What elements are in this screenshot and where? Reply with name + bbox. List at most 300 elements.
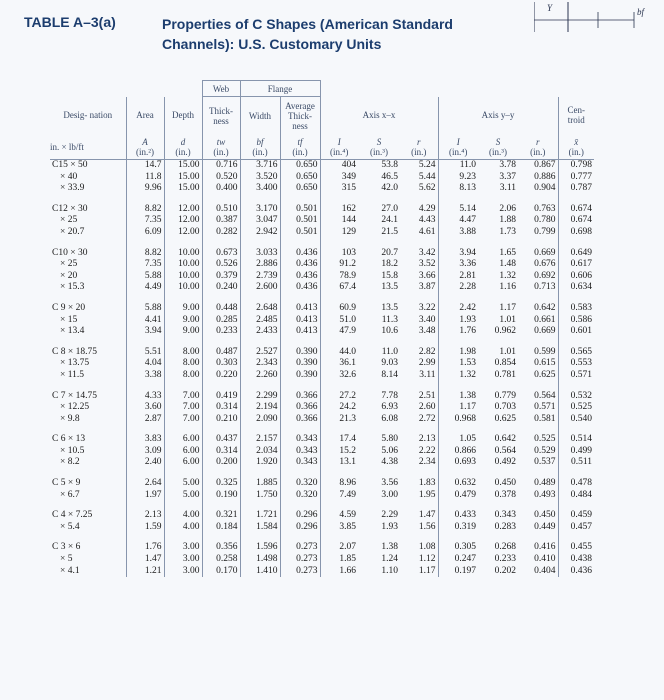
channel-diagram-icon <box>534 2 654 32</box>
value-cell: 9.96 <box>126 183 164 195</box>
value-cell: 1.38 <box>438 391 478 403</box>
value-cell: 1.73 <box>499 226 516 237</box>
value-cell: 0.343 <box>494 510 516 521</box>
value-cell: 0.780 <box>534 215 556 226</box>
value-cell: 0.436 <box>280 271 320 283</box>
value-cell: 0.514 <box>558 434 594 446</box>
value-cell: 13.1 <box>320 457 358 469</box>
value-cell: 0.625 <box>534 369 556 380</box>
value-cell: 4.00 <box>164 522 202 534</box>
value-cell: 5.80 <box>381 434 398 445</box>
designation-cell: × 40 <box>60 171 78 182</box>
designation-cell: × 15 <box>60 314 78 325</box>
value-cell: 1.584 <box>240 522 280 534</box>
value-cell: 6.00 <box>164 434 202 446</box>
value-cell: 0.532 <box>558 391 594 403</box>
flange-header: Flange <box>240 81 320 97</box>
value-cell: 5.88 <box>126 303 164 315</box>
value-cell: 0.449 <box>534 521 556 532</box>
value-cell: 0.692 <box>534 270 556 281</box>
value-cell: 0.571 <box>558 370 594 382</box>
value-cell: 36.1 <box>320 358 358 370</box>
value-cell: 1.08 <box>418 542 436 553</box>
value-cell: 2.28 <box>438 282 478 294</box>
value-cell: 0.649 <box>558 248 594 260</box>
value-cell: 0.583 <box>558 303 594 315</box>
designation-cell: C15 × 50 <box>52 160 88 170</box>
value-cell: 0.450 <box>494 478 516 489</box>
value-cell: 8.00 <box>164 370 202 382</box>
value-cell: 0.487 <box>202 347 240 359</box>
value-cell: 15.8 <box>381 270 398 281</box>
value-cell: 0.202 <box>494 565 516 576</box>
table-row <box>50 315 594 327</box>
table-number: TABLE A–3(a) <box>24 14 116 30</box>
group-spacer <box>50 501 594 510</box>
table-row <box>50 282 594 294</box>
value-cell: 11.0 <box>438 160 478 172</box>
ry-unit: r (in.) <box>518 134 558 160</box>
value-cell: 1.21 <box>126 566 164 578</box>
value-cell: 0.343 <box>280 457 320 469</box>
value-cell: 0.413 <box>280 315 320 327</box>
value-cell: 0.419 <box>202 391 240 403</box>
centroid-header: Cen- troid <box>558 97 594 135</box>
value-cell: 0.410 <box>534 554 556 565</box>
value-cell: 2.13 <box>126 510 164 522</box>
value-cell: 4.04 <box>126 358 164 370</box>
value-cell: 3.48 <box>418 326 436 337</box>
value-cell: 4.59 <box>320 510 358 522</box>
value-cell: 3.11 <box>499 183 516 194</box>
value-cell: 0.625 <box>494 413 516 424</box>
value-cell: 1.17 <box>438 402 478 414</box>
value-cell: 0.713 <box>534 282 556 293</box>
value-cell: 0.240 <box>202 282 240 294</box>
value-cell: 2.343 <box>240 358 280 370</box>
value-cell: 2.87 <box>126 414 164 426</box>
value-cell: 3.60 <box>126 402 164 414</box>
value-cell: 60.9 <box>320 303 358 315</box>
value-cell: 0.433 <box>438 510 478 522</box>
web-thickness-header: Thick- ness <box>202 97 240 135</box>
value-cell: 3.85 <box>320 522 358 534</box>
value-cell: 2.433 <box>240 326 280 338</box>
value-cell: 0.268 <box>494 542 516 553</box>
value-cell: 0.378 <box>494 489 516 500</box>
value-cell: 5.24 <box>418 160 436 170</box>
value-cell: 2.942 <box>240 227 280 239</box>
flange-width-header: Width <box>240 97 280 135</box>
designation-cell: × 8.2 <box>60 457 80 468</box>
table-row <box>50 457 594 469</box>
designation-cell: × 5 <box>60 554 73 565</box>
value-cell: 6.09 <box>126 227 164 239</box>
value-cell: 47.9 <box>320 326 358 338</box>
value-cell: 2.13 <box>418 434 436 445</box>
area-unit: A (in.²) <box>126 134 164 160</box>
table-row <box>50 414 594 426</box>
value-cell: 0.170 <box>202 566 240 578</box>
value-cell: 3.36 <box>438 259 478 271</box>
value-cell: 2.42 <box>438 303 478 315</box>
value-cell: 315 <box>320 183 358 195</box>
value-cell: 0.233 <box>494 554 516 565</box>
value-cell: 10.00 <box>164 282 202 294</box>
value-cell: 2.527 <box>240 347 280 359</box>
value-cell: 0.540 <box>558 414 594 426</box>
value-cell: 4.47 <box>438 215 478 227</box>
value-cell: 0.450 <box>534 510 556 521</box>
value-cell: 0.799 <box>534 226 556 237</box>
value-cell: 0.413 <box>280 303 320 315</box>
value-cell: 0.296 <box>280 522 320 534</box>
value-cell: 5.14 <box>438 204 478 216</box>
value-cell: 2.82 <box>418 346 436 357</box>
value-cell: 1.24 <box>381 554 398 565</box>
value-cell: 1.885 <box>240 478 280 490</box>
value-cell: 8.82 <box>126 248 164 260</box>
value-cell: 0.493 <box>534 489 556 500</box>
value-cell: 0.379 <box>202 271 240 283</box>
designation-cell: C 6 × 13 <box>52 434 86 445</box>
value-cell: 3.83 <box>126 434 164 446</box>
value-cell: 6.00 <box>164 457 202 469</box>
value-cell: 0.525 <box>534 434 556 445</box>
y-axis-label: Y <box>547 3 553 13</box>
value-cell: 103 <box>320 248 358 260</box>
value-cell: 67.4 <box>320 282 358 294</box>
table-row <box>50 522 594 534</box>
value-cell: 3.00 <box>164 566 202 578</box>
value-cell: 1.410 <box>240 566 280 578</box>
value-cell: 349 <box>320 172 358 184</box>
value-cell: 2.40 <box>126 457 164 469</box>
table-row <box>50 215 594 227</box>
value-cell: 2.34 <box>418 457 436 468</box>
group-spacer <box>50 195 594 204</box>
value-cell: 0.866 <box>438 446 478 458</box>
value-cell: 4.29 <box>418 203 436 214</box>
value-cell: 0.492 <box>494 457 516 468</box>
flange-avg-thickness-header: Average Thick- ness <box>280 97 320 135</box>
value-cell: 0.282 <box>202 227 240 239</box>
value-cell: 0.190 <box>202 490 240 502</box>
value-cell: 0.303 <box>202 358 240 370</box>
value-cell: 0.501 <box>280 227 320 239</box>
value-cell: 20.7 <box>381 247 398 258</box>
group-spacer <box>50 469 594 478</box>
value-cell: 9.00 <box>164 303 202 315</box>
value-cell: 4.43 <box>418 215 436 226</box>
value-cell: 0.564 <box>534 390 556 401</box>
table-row <box>50 446 594 458</box>
value-cell: 0.586 <box>558 315 594 327</box>
value-cell: 4.41 <box>126 315 164 327</box>
value-cell: 0.673 <box>202 248 240 260</box>
value-cell: 12.00 <box>164 227 202 239</box>
value-cell: 0.501 <box>280 204 320 216</box>
value-cell: 3.11 <box>419 369 436 380</box>
value-cell: 12.00 <box>164 215 202 227</box>
designation-cell: C 9 × 20 <box>52 302 86 313</box>
value-cell: 0.366 <box>280 391 320 403</box>
value-cell: 17.4 <box>320 434 358 446</box>
value-cell: 0.661 <box>534 314 556 325</box>
table-row <box>50 259 594 271</box>
value-cell: 3.66 <box>418 270 436 281</box>
depth-unit: d (in.) <box>164 134 202 160</box>
value-cell: 3.00 <box>164 554 202 566</box>
table-body <box>50 160 594 578</box>
value-cell: 10.00 <box>164 271 202 283</box>
value-cell: 3.37 <box>499 171 516 182</box>
value-cell: 2.648 <box>240 303 280 315</box>
value-cell: 2.485 <box>240 315 280 327</box>
value-cell: 15.00 <box>164 172 202 184</box>
table-row <box>50 172 594 184</box>
value-cell: 6.08 <box>381 413 398 424</box>
value-cell: 0.247 <box>438 554 478 566</box>
value-cell: 11.3 <box>381 314 398 325</box>
value-cell: 129 <box>320 227 358 239</box>
value-cell: 42.0 <box>381 183 398 194</box>
value-cell: 27.0 <box>381 203 398 214</box>
value-cell: 0.285 <box>202 315 240 327</box>
value-cell: 24.1 <box>381 215 398 226</box>
c-shapes-table <box>50 80 594 577</box>
table-row <box>50 490 594 502</box>
value-cell: 0.787 <box>558 183 594 195</box>
designation-cell: × 6.7 <box>60 489 80 500</box>
value-cell: 2.194 <box>240 402 280 414</box>
value-cell: 0.968 <box>438 414 478 426</box>
value-cell: 1.95 <box>418 489 436 500</box>
value-cell: 0.457 <box>558 522 594 534</box>
value-cell: 5.88 <box>126 271 164 283</box>
value-cell: 3.00 <box>164 542 202 554</box>
web-header: Web <box>202 81 240 97</box>
value-cell: 1.65 <box>499 247 516 258</box>
value-cell: 1.76 <box>438 326 478 338</box>
value-cell: 1.47 <box>126 554 164 566</box>
value-cell: 0.459 <box>558 510 594 522</box>
value-cell: 11.8 <box>126 172 164 184</box>
value-cell: 2.090 <box>240 414 280 426</box>
designation-cell: × 20.7 <box>60 226 85 237</box>
value-cell: 1.56 <box>418 521 436 532</box>
value-cell: 0.479 <box>438 490 478 502</box>
value-cell: 2.99 <box>418 358 436 369</box>
value-cell: 404 <box>320 160 358 172</box>
value-cell: 27.2 <box>320 391 358 403</box>
value-cell: 2.07 <box>320 542 358 554</box>
value-cell: 0.601 <box>558 326 594 338</box>
value-cell: 24.2 <box>320 402 358 414</box>
table-row <box>50 542 594 554</box>
value-cell: 1.01 <box>499 346 516 357</box>
value-cell: 2.600 <box>240 282 280 294</box>
value-cell: 0.703 <box>494 402 516 413</box>
value-cell: 0.716 <box>202 160 240 172</box>
value-cell: 1.38 <box>381 542 398 553</box>
value-cell: 0.499 <box>558 446 594 458</box>
table-row <box>50 566 594 578</box>
value-cell: 0.320 <box>280 478 320 490</box>
value-cell: 0.962 <box>494 326 516 337</box>
designation-cell: × 12.25 <box>60 402 90 413</box>
value-cell: 0.416 <box>534 542 556 553</box>
table-row <box>50 347 594 359</box>
designation-cell: × 20 <box>60 270 78 281</box>
value-cell: 0.321 <box>202 510 240 522</box>
designation-cell: × 9.8 <box>60 413 80 424</box>
table-row <box>50 303 594 315</box>
value-cell: 1.17 <box>418 565 436 576</box>
value-cell: 2.81 <box>438 271 478 283</box>
value-cell: 21.5 <box>381 226 398 237</box>
value-cell: 6.93 <box>381 402 398 413</box>
value-cell: 21.3 <box>320 414 358 426</box>
table-row <box>50 271 594 283</box>
value-cell: 0.511 <box>558 457 594 469</box>
value-cell: 0.436 <box>280 248 320 260</box>
sy-unit: S (in.³) <box>478 134 518 160</box>
value-cell: 2.22 <box>418 445 436 456</box>
value-cell: 3.22 <box>418 302 436 313</box>
value-cell: 1.88 <box>499 215 516 226</box>
depth-header: Depth <box>164 97 202 135</box>
value-cell: 1.48 <box>499 259 516 270</box>
value-cell: 0.438 <box>558 554 594 566</box>
value-cell: 4.49 <box>126 282 164 294</box>
value-cell: 0.693 <box>438 457 478 469</box>
value-cell: 0.617 <box>558 259 594 271</box>
value-cell: 2.64 <box>126 478 164 490</box>
value-cell: 4.38 <box>381 457 398 468</box>
value-cell: 1.750 <box>240 490 280 502</box>
table-row <box>50 358 594 370</box>
table-row <box>50 326 594 338</box>
value-cell: 1.97 <box>126 490 164 502</box>
value-cell: 1.83 <box>418 478 436 489</box>
value-cell: 2.260 <box>240 370 280 382</box>
value-cell: 0.529 <box>534 445 556 456</box>
value-cell: 9.00 <box>164 315 202 327</box>
value-cell: 1.66 <box>320 566 358 578</box>
value-cell: 1.47 <box>418 510 436 521</box>
value-cell: 5.06 <box>381 445 398 456</box>
value-cell: 0.390 <box>280 370 320 382</box>
value-cell: 0.615 <box>534 358 556 369</box>
value-cell: 15.00 <box>164 183 202 195</box>
value-cell: 0.537 <box>534 457 556 468</box>
value-cell: 0.854 <box>494 358 516 369</box>
value-cell: 15.2 <box>320 446 358 458</box>
value-cell: 0.525 <box>558 402 594 414</box>
value-cell: 2.034 <box>240 446 280 458</box>
value-cell: 0.650 <box>280 172 320 184</box>
value-cell: 0.781 <box>494 369 516 380</box>
value-cell: 2.72 <box>418 413 436 424</box>
value-cell: 46.5 <box>381 171 398 182</box>
value-cell: 8.00 <box>164 358 202 370</box>
value-cell: 0.366 <box>280 402 320 414</box>
designation-cell: C12 × 30 <box>52 203 88 214</box>
value-cell: 2.29 <box>381 510 398 521</box>
value-cell: 1.01 <box>499 314 516 325</box>
table-row <box>50 402 594 414</box>
value-cell: 3.00 <box>381 489 398 500</box>
table-row <box>50 370 594 382</box>
value-cell: 91.2 <box>320 259 358 271</box>
value-cell: 2.60 <box>418 402 436 413</box>
value-cell: 0.320 <box>280 490 320 502</box>
value-cell: 8.14 <box>381 369 398 380</box>
value-cell: 0.599 <box>534 346 556 357</box>
value-cell: 0.436 <box>280 282 320 294</box>
axis-xx-header: Axis x–x <box>320 97 438 135</box>
value-cell: 0.273 <box>280 554 320 566</box>
value-cell: 7.00 <box>164 414 202 426</box>
value-cell: 0.478 <box>558 478 594 490</box>
value-cell: 78.9 <box>320 271 358 283</box>
value-cell: 0.233 <box>202 326 240 338</box>
value-cell: 0.258 <box>202 554 240 566</box>
value-cell: 0.448 <box>202 303 240 315</box>
value-cell: 5.62 <box>418 183 436 194</box>
designation-cell: × 15.3 <box>60 282 85 293</box>
value-cell: 0.404 <box>534 565 556 576</box>
tf-unit: tf (in.) <box>280 134 320 160</box>
value-cell: 162 <box>320 204 358 216</box>
designation-cell: C 7 × 14.75 <box>52 390 97 401</box>
value-cell: 32.6 <box>320 370 358 382</box>
value-cell: 0.436 <box>558 566 594 578</box>
designation-cell: × 11.5 <box>60 369 85 380</box>
table-row <box>50 248 594 260</box>
value-cell: 51.0 <box>320 315 358 327</box>
value-cell: 0.283 <box>494 521 516 532</box>
designation-cell: × 4.1 <box>60 565 80 576</box>
xbar-unit: x̄ (in.) <box>558 134 594 160</box>
value-cell: 0.343 <box>280 434 320 446</box>
value-cell: 8.82 <box>126 204 164 216</box>
value-cell: 5.44 <box>418 171 436 182</box>
group-spacer <box>50 425 594 434</box>
value-cell: 9.03 <box>381 358 398 369</box>
value-cell: 1.53 <box>438 358 478 370</box>
value-cell: 0.314 <box>202 446 240 458</box>
designation-cell: C 4 × 7.25 <box>52 510 93 521</box>
value-cell: 44.0 <box>320 347 358 359</box>
tw-unit: tw (in.) <box>202 134 240 160</box>
designation-cell: × 25 <box>60 259 78 270</box>
value-cell: 10.00 <box>164 248 202 260</box>
group-spacer <box>50 294 594 303</box>
value-cell: 1.05 <box>438 434 478 446</box>
table-row <box>50 478 594 490</box>
value-cell: 0.867 <box>534 160 556 170</box>
value-cell: 0.184 <box>202 522 240 534</box>
table-row <box>50 160 594 172</box>
value-cell: 3.52 <box>418 259 436 270</box>
designation-cell: × 5.4 <box>60 521 80 532</box>
value-cell: 1.93 <box>381 521 398 532</box>
value-cell: 3.400 <box>240 183 280 195</box>
table-title: Properties of C Shapes (American Standard Channels): U.S. Customary Units <box>162 16 453 52</box>
designation-cell: C10 × 30 <box>52 247 88 258</box>
